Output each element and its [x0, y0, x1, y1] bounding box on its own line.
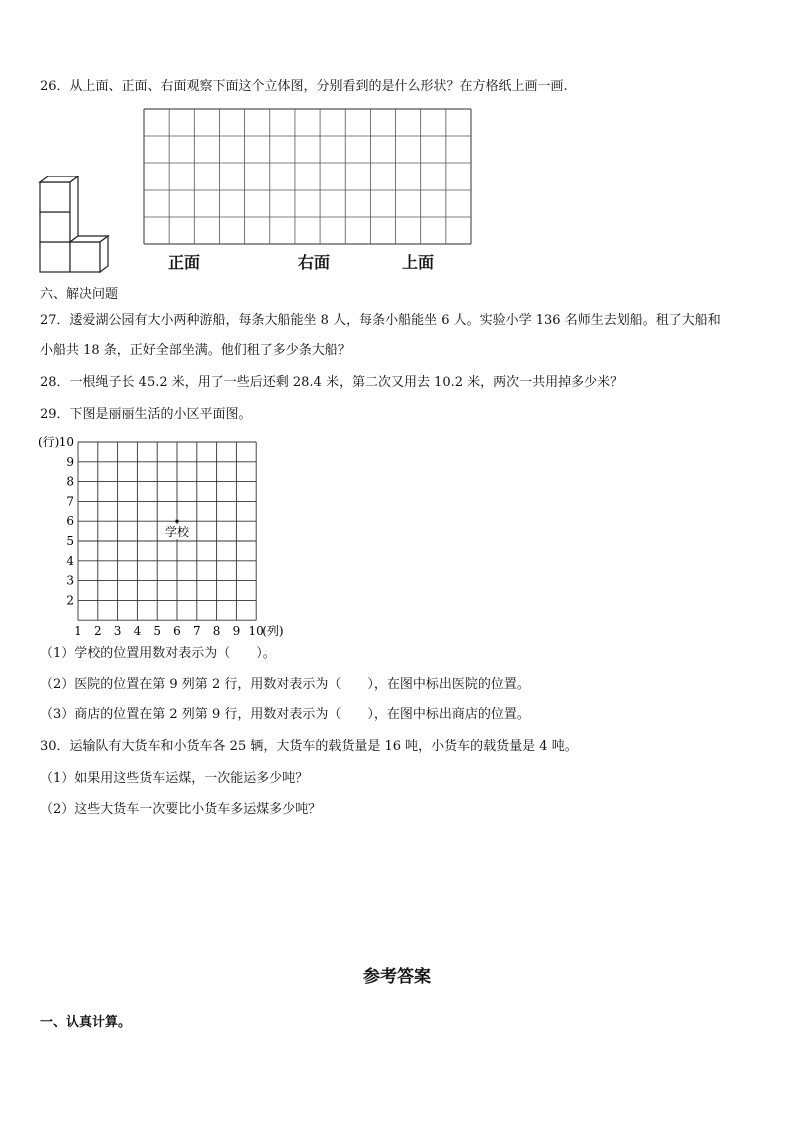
x-tick-label: 9 — [232, 624, 241, 638]
y-tick-label: 6 — [66, 514, 74, 529]
question-30-sub2: （2）这些大货车一次要比小货车多运煤多少吨？ — [40, 802, 322, 817]
y-tick-label: 2 — [66, 593, 74, 608]
x-tick-label: 2 — [93, 624, 102, 638]
question-30-text: 30．运输队有大货车和小货车各 25 辆，大货车的载货量是 16 吨，小货车的载货量是 4 吨。 — [40, 739, 578, 754]
coordinate-grid — [36, 432, 306, 638]
answers-section-1: 一、认真计算。 — [40, 1015, 132, 1030]
y-tick-label: 3 — [66, 573, 74, 588]
question-27-line1: 27．逶爱湖公园有大小两种游船，每条大船能坐 8 人，每条小船能坐 6 人。实验小学 136 名师生去划船。租了大船和 — [40, 313, 721, 328]
question-29-sub2: （2）医院的位置在第 9 列第 2 行，用数对表示为（ ），在图中标出医院的位置。 — [40, 677, 530, 692]
axis-y-label: (行) — [38, 435, 60, 449]
x-tick-label: 1 — [74, 624, 82, 638]
drawing-grid[interactable] — [143, 108, 473, 246]
school-label: 学校 — [164, 525, 190, 540]
question-29-sub1: （1）学校的位置用数对表示为（ ）。 — [40, 646, 276, 661]
x-tick-label: 10 — [248, 624, 264, 638]
x-tick-label: 8 — [212, 624, 221, 638]
label-right: 右面 — [298, 253, 331, 272]
x-tick-label: 7 — [192, 624, 201, 638]
question-28-text: 28．一根绳子长 45.2 米，用了一些后还剩 28.4 米，第二次又用去 10.2 米，两次一共用掉多少米？ — [40, 375, 624, 390]
three-view-figure — [36, 176, 116, 276]
question-30-sub1: （1）如果用这些货车运煤，一次能运多少吨？ — [40, 771, 309, 786]
school-marker — [176, 520, 179, 523]
question-29-text: 29．下图是丽丽生活的小区平面图。 — [40, 407, 252, 422]
question-29-sub3: （3）商店的位置在第 2 列第 9 行，用数对表示为（ ），在图中标出商店的位置。 — [40, 707, 530, 722]
x-tick-label: 5 — [153, 624, 162, 638]
y-tick-label: 4 — [66, 553, 74, 568]
x-tick-label: 6 — [173, 624, 181, 638]
label-front: 正面 — [168, 253, 201, 272]
y-tick-label: 8 — [66, 474, 74, 489]
y-tick-label: 9 — [66, 454, 74, 469]
question-26-text: 26．从上面、正面、右面观察下面这个立体图，分别看到的是什么形状？在方格纸上画一画. — [40, 79, 568, 94]
y-tick-label: 5 — [66, 534, 74, 548]
label-top: 上面 — [402, 253, 435, 272]
y-tick-label: 10 — [58, 435, 74, 449]
x-tick-label: 3 — [113, 624, 122, 638]
section-6-title: 六、解决问题 — [40, 287, 119, 302]
y-tick-label: 7 — [66, 494, 74, 509]
x-tick-label: 4 — [133, 624, 142, 638]
question-27-line2: 小船共 18 条，正好全部坐满。他们租了多少条大船？ — [40, 343, 351, 358]
answers-title: 参考答案 — [363, 967, 431, 987]
axis-x-label: (列) — [262, 624, 284, 638]
